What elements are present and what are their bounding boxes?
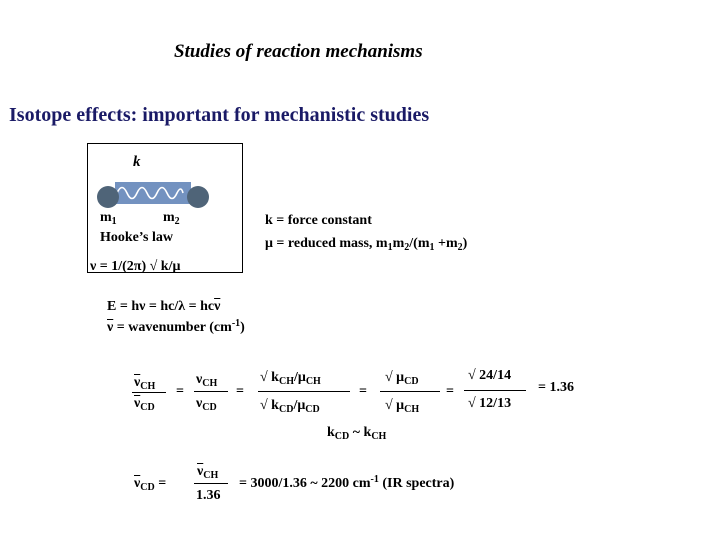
mass-1: [97, 186, 119, 208]
ratio-5-bar: [464, 390, 526, 391]
final-bar: [194, 483, 228, 484]
reduced-mass-definition: μ = reduced mass, $m_1m_2/(m_1 +m_2)$: [265, 236, 468, 253]
ratio-3-bar: [258, 391, 350, 392]
ratio-1-denominator: $\overline{\nu}_{CD}$: [134, 396, 155, 413]
ratio-1-bar: [132, 392, 166, 393]
frequency-formula: ν = 1/(2π) √ k/μ: [90, 259, 181, 274]
final-lhs: $\overline{\nu}_{CD}$ =: [134, 476, 167, 493]
ratio-5-denominator: √ 12/13: [468, 396, 512, 411]
ratio-3-numerator: √ $k_{CH}/\mu_{CH}$: [260, 370, 321, 387]
mass-2-label: $m_2$: [163, 210, 180, 227]
energy-relation: $E = h\nu = hc/\lambda = hc\overline{\nu}$: [107, 299, 221, 314]
equals-2: =: [236, 384, 244, 399]
spring-constant-label: k: [133, 154, 141, 170]
hookes-law-label: Hooke’s law: [100, 230, 173, 245]
ratio-5-numerator: √ 24/14: [468, 368, 512, 383]
mass-1-label: $m_1$: [100, 210, 117, 227]
mass-2: [187, 186, 209, 208]
ratio-2-bar: [194, 391, 228, 392]
force-constant-approximation: $k_{CD}$ ~ $k_{CH}$: [327, 425, 387, 442]
force-constant-definition: k = force constant: [265, 213, 372, 228]
equals-4: =: [446, 384, 454, 399]
ratio-1-numerator: $\overline{\nu}_{CH}$: [134, 375, 156, 392]
final-denominator: 1.36: [196, 488, 221, 503]
ratio-4-denominator: √ $\mu_{CH}$: [385, 398, 420, 415]
page-title: Studies of reaction mechanisms: [174, 41, 423, 62]
wavenumber-definition: $\overline{\nu}$ = wavenumber $(cm^{-1})$: [107, 318, 245, 335]
ratio-4-bar: [380, 391, 440, 392]
ratio-4-numerator: √ $\mu_{CD}$: [385, 370, 419, 387]
ratio-result: = 1.36: [538, 380, 574, 395]
equals-1: =: [176, 384, 184, 399]
subtitle: Isotope effects: important for mechanistic studies: [9, 104, 430, 126]
ratio-2-denominator: $\nu_{CD}$: [196, 396, 217, 413]
final-rhs: = 3000/1.36 ~ 2200 $cm^{-1}$ (IR spectra): [239, 474, 455, 491]
ratio-2-numerator: $\nu_{CH}$: [196, 372, 218, 389]
final-numerator: $\overline{\nu}_{CH}$: [197, 464, 219, 481]
ratio-3-denominator: √ $k_{CD}/\mu_{CD}$: [260, 398, 320, 415]
equals-3: =: [359, 384, 367, 399]
